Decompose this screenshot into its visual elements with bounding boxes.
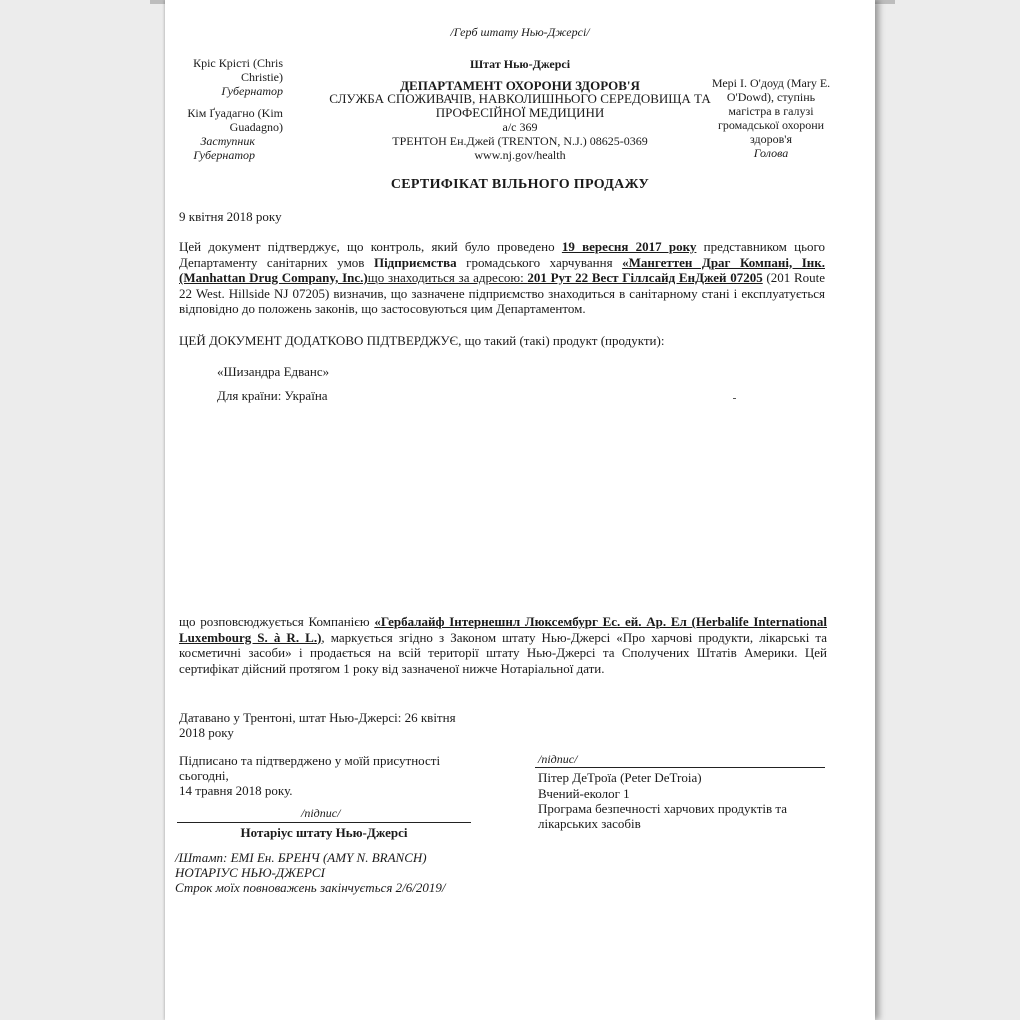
additional-confirmation: ЦЕЙ ДОКУМЕНТ ДОДАТКОВО ПІДТВЕРДЖУЄ, що такий (такі) продукт (продукти): <box>179 333 665 348</box>
dated-location: Датавано у Трентоні, штат Нью-Джерсі: 26 квітня 2018 року <box>179 710 456 740</box>
inspection-text-1: Цей документ підтверджує, що контроль, який було проведено <box>179 239 562 254</box>
city-address: ТРЕНТОН Ен.Джей (TRENTON, N.J.) 08625-0369 <box>392 134 648 148</box>
certificate-title: СЕРТИФІКАТ ВІЛЬНОГО ПРОДАЖУ <box>390 177 650 192</box>
service-line-1: СЛУЖБА СПОЖИВАЧІВ, НАВКОЛИШНЬОГО СЕРЕДОВИЩА ТА <box>329 91 711 106</box>
commissioner-name: Мері І. О'доуд (Mary E. O'Dowd), ступінь магістра в галузі громадської охорони здоров'я <box>711 76 831 146</box>
distribution-text-1: що розповсюджується Компанією <box>179 614 375 629</box>
coat-of-arms-note: /Герб штату Нью-Джерсі/ <box>450 25 590 39</box>
governor-name: Кріс Крісті (Chris Christie) <box>193 56 283 84</box>
distributor-name: «Гербалайф Інтернешнл Люксембург Ес. ей. Ар. Ел (Herbalife International Luxembourg S. à R. L.) <box>179 614 827 645</box>
notary-signature: /підпис/ <box>301 806 341 820</box>
lt-governor-title: Заступник Губернатор <box>193 134 255 162</box>
service-line-2: ПРОФЕСІЙНОЇ МЕДИЦИНИ <box>435 105 605 120</box>
notary-title: Нотаріус штату Нью-Джерсі <box>240 825 408 840</box>
notary-stamp-line-3: Строк моїх повноважень закінчується 2/6/2019/ <box>175 880 446 895</box>
po-box: а/с 369 <box>502 120 538 134</box>
inspection-date: 19 вересня 2017 року <box>561 239 697 254</box>
product-name: «Шизандра Едванс» <box>217 364 330 379</box>
inspection-text-2: представником цього Департаменту санітарних умов <box>179 239 826 270</box>
scan-speck <box>733 398 736 399</box>
inspection-text-4: що знаходиться за адресою: <box>367 270 528 285</box>
signed-line-1: Підписано та підтверджено у моїй присутності <box>179 753 441 768</box>
official-program: Програма безпечності харчових продуктів та лікарських засобів <box>538 801 787 831</box>
governor-title: Губернатор <box>221 84 283 98</box>
signed-line-2: сьогодні, <box>179 768 229 783</box>
lt-governor-name: Кім Ґуадагно (Kim Guadagno) <box>187 106 283 134</box>
inspection-text-5: (201 Route 22 West. Hillside NJ 07205) визначив, що зазначене підприємство знаходиться в санітарному стані і експлуатується відповідно до положень законів, що застосовуються цим Департаментом. <box>179 270 825 316</box>
website: www.nj.gov/health <box>474 148 566 162</box>
distribution-paragraph <box>179 614 827 676</box>
distribution-text-2: , маркується згідно з Законом штату Нью-Джерсі «Про харчові продукти, лікарські та косметичні засоби» і продається на всій території штату Нью-Джерсі та Сполучених Штатів Америки. Цей сертифікат дійсний протягом 1 року від зазначеної нижче Нотаріальної дати. <box>179 629 827 676</box>
official-signature: /підпис/ <box>538 752 578 766</box>
commissioner-title: Голова <box>753 146 789 160</box>
signed-line-3: 14 травня 2018 року. <box>179 783 293 798</box>
official-signature-line <box>535 767 825 768</box>
company-name: «Мангеттен Драг Компані, Інк.(Manhattan Drug Company, Inc.) <box>179 254 825 285</box>
destination-country: Для країни: Україна <box>217 388 328 403</box>
company-address: 201 Рут 22 Вест Гіллсайд ЕнДжей 07205 <box>527 270 763 285</box>
state-name: Штат Нью-Джерсі <box>469 57 571 71</box>
notary-stamp-line-1: /Штамп: ЕМІ Ен. БРЕНЧ (AMY N. BRANCH) <box>175 850 427 865</box>
document-page <box>165 0 875 1020</box>
inspection-text-3: громадського харчування <box>456 254 623 270</box>
certificate-date: 9 квітня 2018 року <box>179 209 282 224</box>
enterprise-label: Підприємства <box>373 254 457 270</box>
inspection-paragraph <box>179 239 825 317</box>
official-name: Пітер ДеТроїа (Peter DeTroia) <box>538 770 702 785</box>
notary-stamp-line-2: НОТАРІУС НЬЮ-ДЖЕРСІ <box>175 865 325 880</box>
notary-signature-line <box>177 822 471 823</box>
department-name: ДЕПАРТАМЕНТ ОХОРОНИ ЗДОРОВ'Я <box>400 78 640 93</box>
official-position: Вчений-еколог 1 <box>538 786 630 801</box>
